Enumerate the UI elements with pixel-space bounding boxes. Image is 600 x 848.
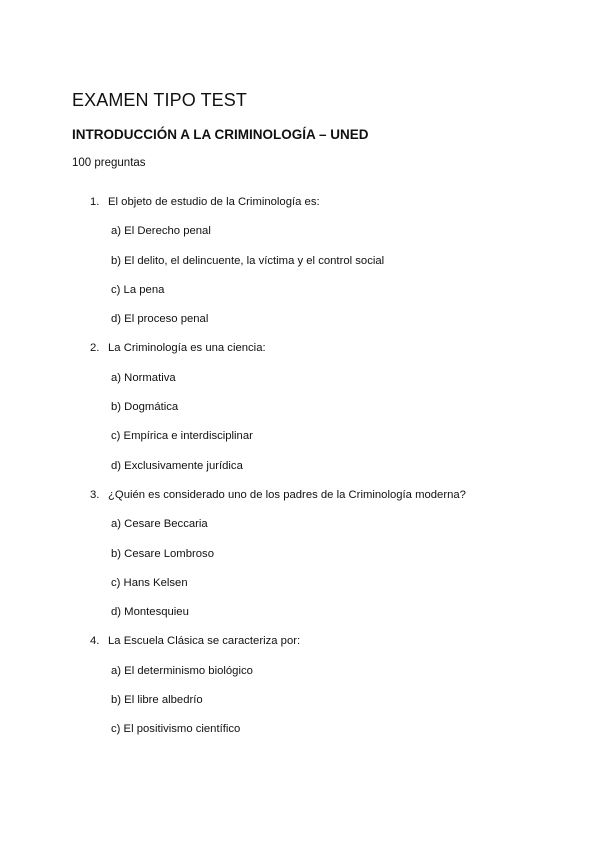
question-line <box>0 195 600 224</box>
answer-option <box>0 547 600 576</box>
answer-option <box>0 722 600 751</box>
answer-option-text: a) El Derecho penal <box>111 225 211 238</box>
document-title: EXAMEN TIPO TEST <box>72 90 247 110</box>
question-text: El objeto de estudio de la Criminología es: <box>108 196 320 208</box>
document-subtitle: INTRODUCCIÓN A LA CRIMINOLOGÍA – UNED <box>72 127 369 142</box>
answer-option-text: c) La pena <box>111 283 165 296</box>
answer-option-text: a) Cesare Beccaria <box>111 518 208 531</box>
question-number: 3. <box>90 488 100 501</box>
question-line <box>0 488 600 517</box>
answer-option <box>0 605 600 634</box>
answer-option-text: b) El libre albedrío <box>111 694 203 707</box>
answer-option-text: d) El proceso penal <box>111 313 209 326</box>
answer-option-text: b) Cesare Lombroso <box>111 547 214 560</box>
answer-option-text: b) El delito, el delincuente, la víctima y el control social <box>111 254 385 267</box>
answer-option-text: d) Montesquieu <box>111 606 189 619</box>
answer-option <box>0 400 600 429</box>
question-item <box>0 341 600 487</box>
answer-option-text: c) Hans Kelsen <box>111 576 188 589</box>
answer-option <box>0 576 600 605</box>
question-text: La Escuela Clásica se caracteriza por: <box>108 635 301 648</box>
question-number: 2. <box>90 342 100 355</box>
answer-options <box>0 371 600 488</box>
answer-option <box>0 312 600 341</box>
question-list <box>0 195 600 752</box>
question-number: 4. <box>90 635 100 648</box>
question-count: 100 preguntas <box>72 157 146 169</box>
answer-option <box>0 693 600 722</box>
question-item <box>0 195 600 341</box>
answer-options <box>0 224 600 341</box>
question-item <box>0 634 600 751</box>
answer-option <box>0 517 600 546</box>
answer-options <box>0 664 600 752</box>
answer-option-text: a) Normativa <box>111 371 176 384</box>
answer-option <box>0 429 600 458</box>
answer-option-text: a) El determinismo biológico <box>111 664 253 677</box>
answer-option <box>0 283 600 312</box>
answer-option <box>0 224 600 253</box>
answer-option-text: c) El positivismo científico <box>111 723 241 736</box>
answer-option <box>0 459 600 488</box>
question-line <box>0 341 600 370</box>
answer-option <box>0 664 600 693</box>
answer-option-text: b) Dogmática <box>111 401 179 414</box>
question-text: La Criminología es una ciencia: <box>108 342 266 355</box>
question-item <box>0 488 600 634</box>
question-text: ¿Quién es considerado uno de los padres de la Criminología moderna? <box>108 488 466 501</box>
question-line <box>0 634 600 663</box>
answer-options <box>0 517 600 634</box>
answer-option-text: c) Empírica e interdisciplinar <box>111 430 253 443</box>
question-number: 1. <box>90 196 100 208</box>
answer-option-text: d) Exclusivamente jurídica <box>111 459 243 472</box>
answer-option <box>0 254 600 283</box>
answer-option <box>0 371 600 400</box>
